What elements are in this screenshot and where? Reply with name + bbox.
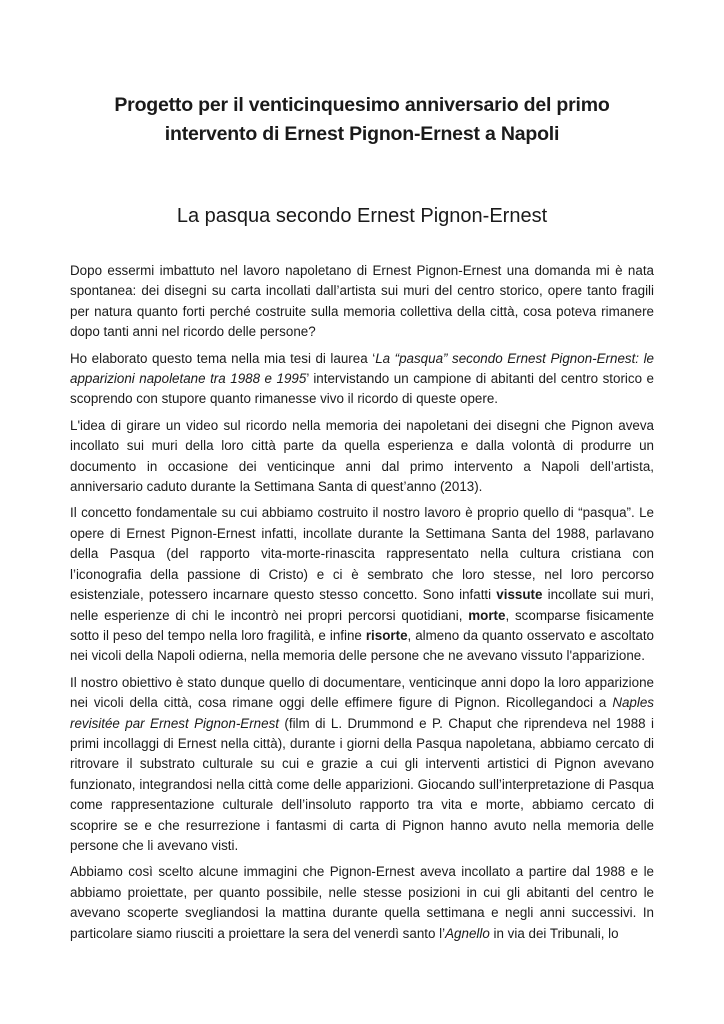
p5-text-a: Il nostro obiettivo è stato dunque quello di documentare, venticinque anni dopo la loro apparizione nei vicoli della città, cosa rimane oggi delle effimere figure di Pignon. Ricollegandoci a bbox=[70, 674, 654, 711]
film-title: Naples revisitée par Ernest Pignon-Ernest bbox=[70, 695, 654, 731]
agnello-title: Agnello bbox=[445, 925, 490, 941]
paragraph-1: Dopo essermi imbattuto nel lavoro napoletano di Ernest Pignon-Ernest una domanda mi è nata spontanea: dei disegni su carta incollati dall’artista sui muri del centro storico, opere tanto fragili per natura quanto forti perché costruite sulla memoria collettiva della città, cosa poteva rimanere dopo tanti anni nel ricordo delle persone? bbox=[70, 263, 654, 340]
p4-text-d: , almeno da quanto osservato e ascoltato nei vicoli della Napoli odierna, nella memoria delle persone che ne avevano vissuto l'apparizione. bbox=[70, 627, 654, 664]
paragraph-5 bbox=[70, 673, 654, 857]
thesis-title: La “pasqua” secondo Ernest Pignon-Ernest: le apparizioni napoletane tra 1988 e 1995 bbox=[70, 350, 654, 387]
keyword-risorte: risorte bbox=[365, 627, 408, 643]
p2-text-a: Ho elaborato questo tema nella mia tesi di laurea ‘ bbox=[70, 350, 376, 366]
document-subtitle: La pasqua secondo Ernest Pignon-Ernest bbox=[176, 205, 548, 227]
paragraph-2 bbox=[70, 349, 654, 410]
p6-text-b: in via dei Tribunali, lo bbox=[489, 925, 619, 941]
paragraph-4 bbox=[70, 503, 654, 666]
p5-text-b: (film di L. Drummond e P. Chaput che riprendeva nel 1988 i primi incollaggi di Ernest nella città), durante i giorni della Pasqua napoletana, abbiamo cercato di ritrovare il substrato culturale su cui e grazie a cui gli interventi artistici di Pignon avevano funzionato, integrandosi nella città come delle apparizioni. Giocando sull’interpretazione di Pasqua come rappresentazione culturale dell’insoluto rapporto tra vita e morte, abbiamo cercato di scoprire se e che resurrezione i fantasmi di carta di Pignon hanno avuto nella memoria delle persone che li avevano visti. bbox=[70, 715, 655, 853]
document-title bbox=[70, 0, 654, 149]
document-body bbox=[70, 261, 654, 944]
keyword-vissute: vissute bbox=[496, 587, 543, 603]
p4-text-c: , scomparse fisicamente sotto il peso del tempo nella loro fragilità, e infine bbox=[70, 607, 654, 643]
paragraph-6 bbox=[70, 862, 654, 944]
p4-text-a: Il concetto fondamentale su cui abbiamo costruito il nostro lavoro è proprio quello di “pasqua”. Le opere di Ernest Pignon-Ernest infatti, incollate durante la Settimana Santa del 1988, parlavano della Pasqua (del rapporto vita-morte-rinascita rappresentato nella cultura cristiana con l’iconografia della passione di Cristo) e ci è sembrato che loro stesse, nel loro percorso esistenziale, potessero incarnare questo stesso concetto. Sono infatti bbox=[70, 505, 654, 603]
title-line-2: intervento di Ernest Pignon-Ernest a Napoli bbox=[164, 123, 560, 145]
title-line-1: Progetto per il venticinquesimo anniversario del primo bbox=[114, 94, 610, 116]
paragraph-3: L'idea di girare un video sul ricordo nella memoria dei napoletani dei disegni che Pignon aveva incollato sui muri della loro città parte da quella esperienza e dalla volontà di produrre un documento in occasione dei venticinque anni dal primo intervento a Napoli dell’artista, anniversario caduto durante la Settimana Santa di quest’anno (2013). bbox=[70, 417, 654, 495]
p2-text-b: ’ intervistando un campione di abitanti del centro storico e scoprendo con stupore quanto rimanesse vivo il ricordo di queste opere. bbox=[70, 371, 654, 407]
p4-text-b: incollate sui muri, nelle esperienze di chi le incontrò nei propri percorsi quotidiani, bbox=[70, 587, 654, 623]
p6-text-a: Abbiamo così scelto alcune immagini che Pignon-Ernest aveva incollato a partire dal 1988 e le abbiamo proiettate, per quanto possibile, nelle stesse posizioni in cui gli abitanti del centro le avevano scoperte svegliandosi la mattina durante quella settimana e negli anni successivi. In particolare siamo riusciti a proiettare la sera del venerdì santo l’ bbox=[70, 864, 654, 941]
keyword-morte: morte bbox=[468, 607, 506, 623]
